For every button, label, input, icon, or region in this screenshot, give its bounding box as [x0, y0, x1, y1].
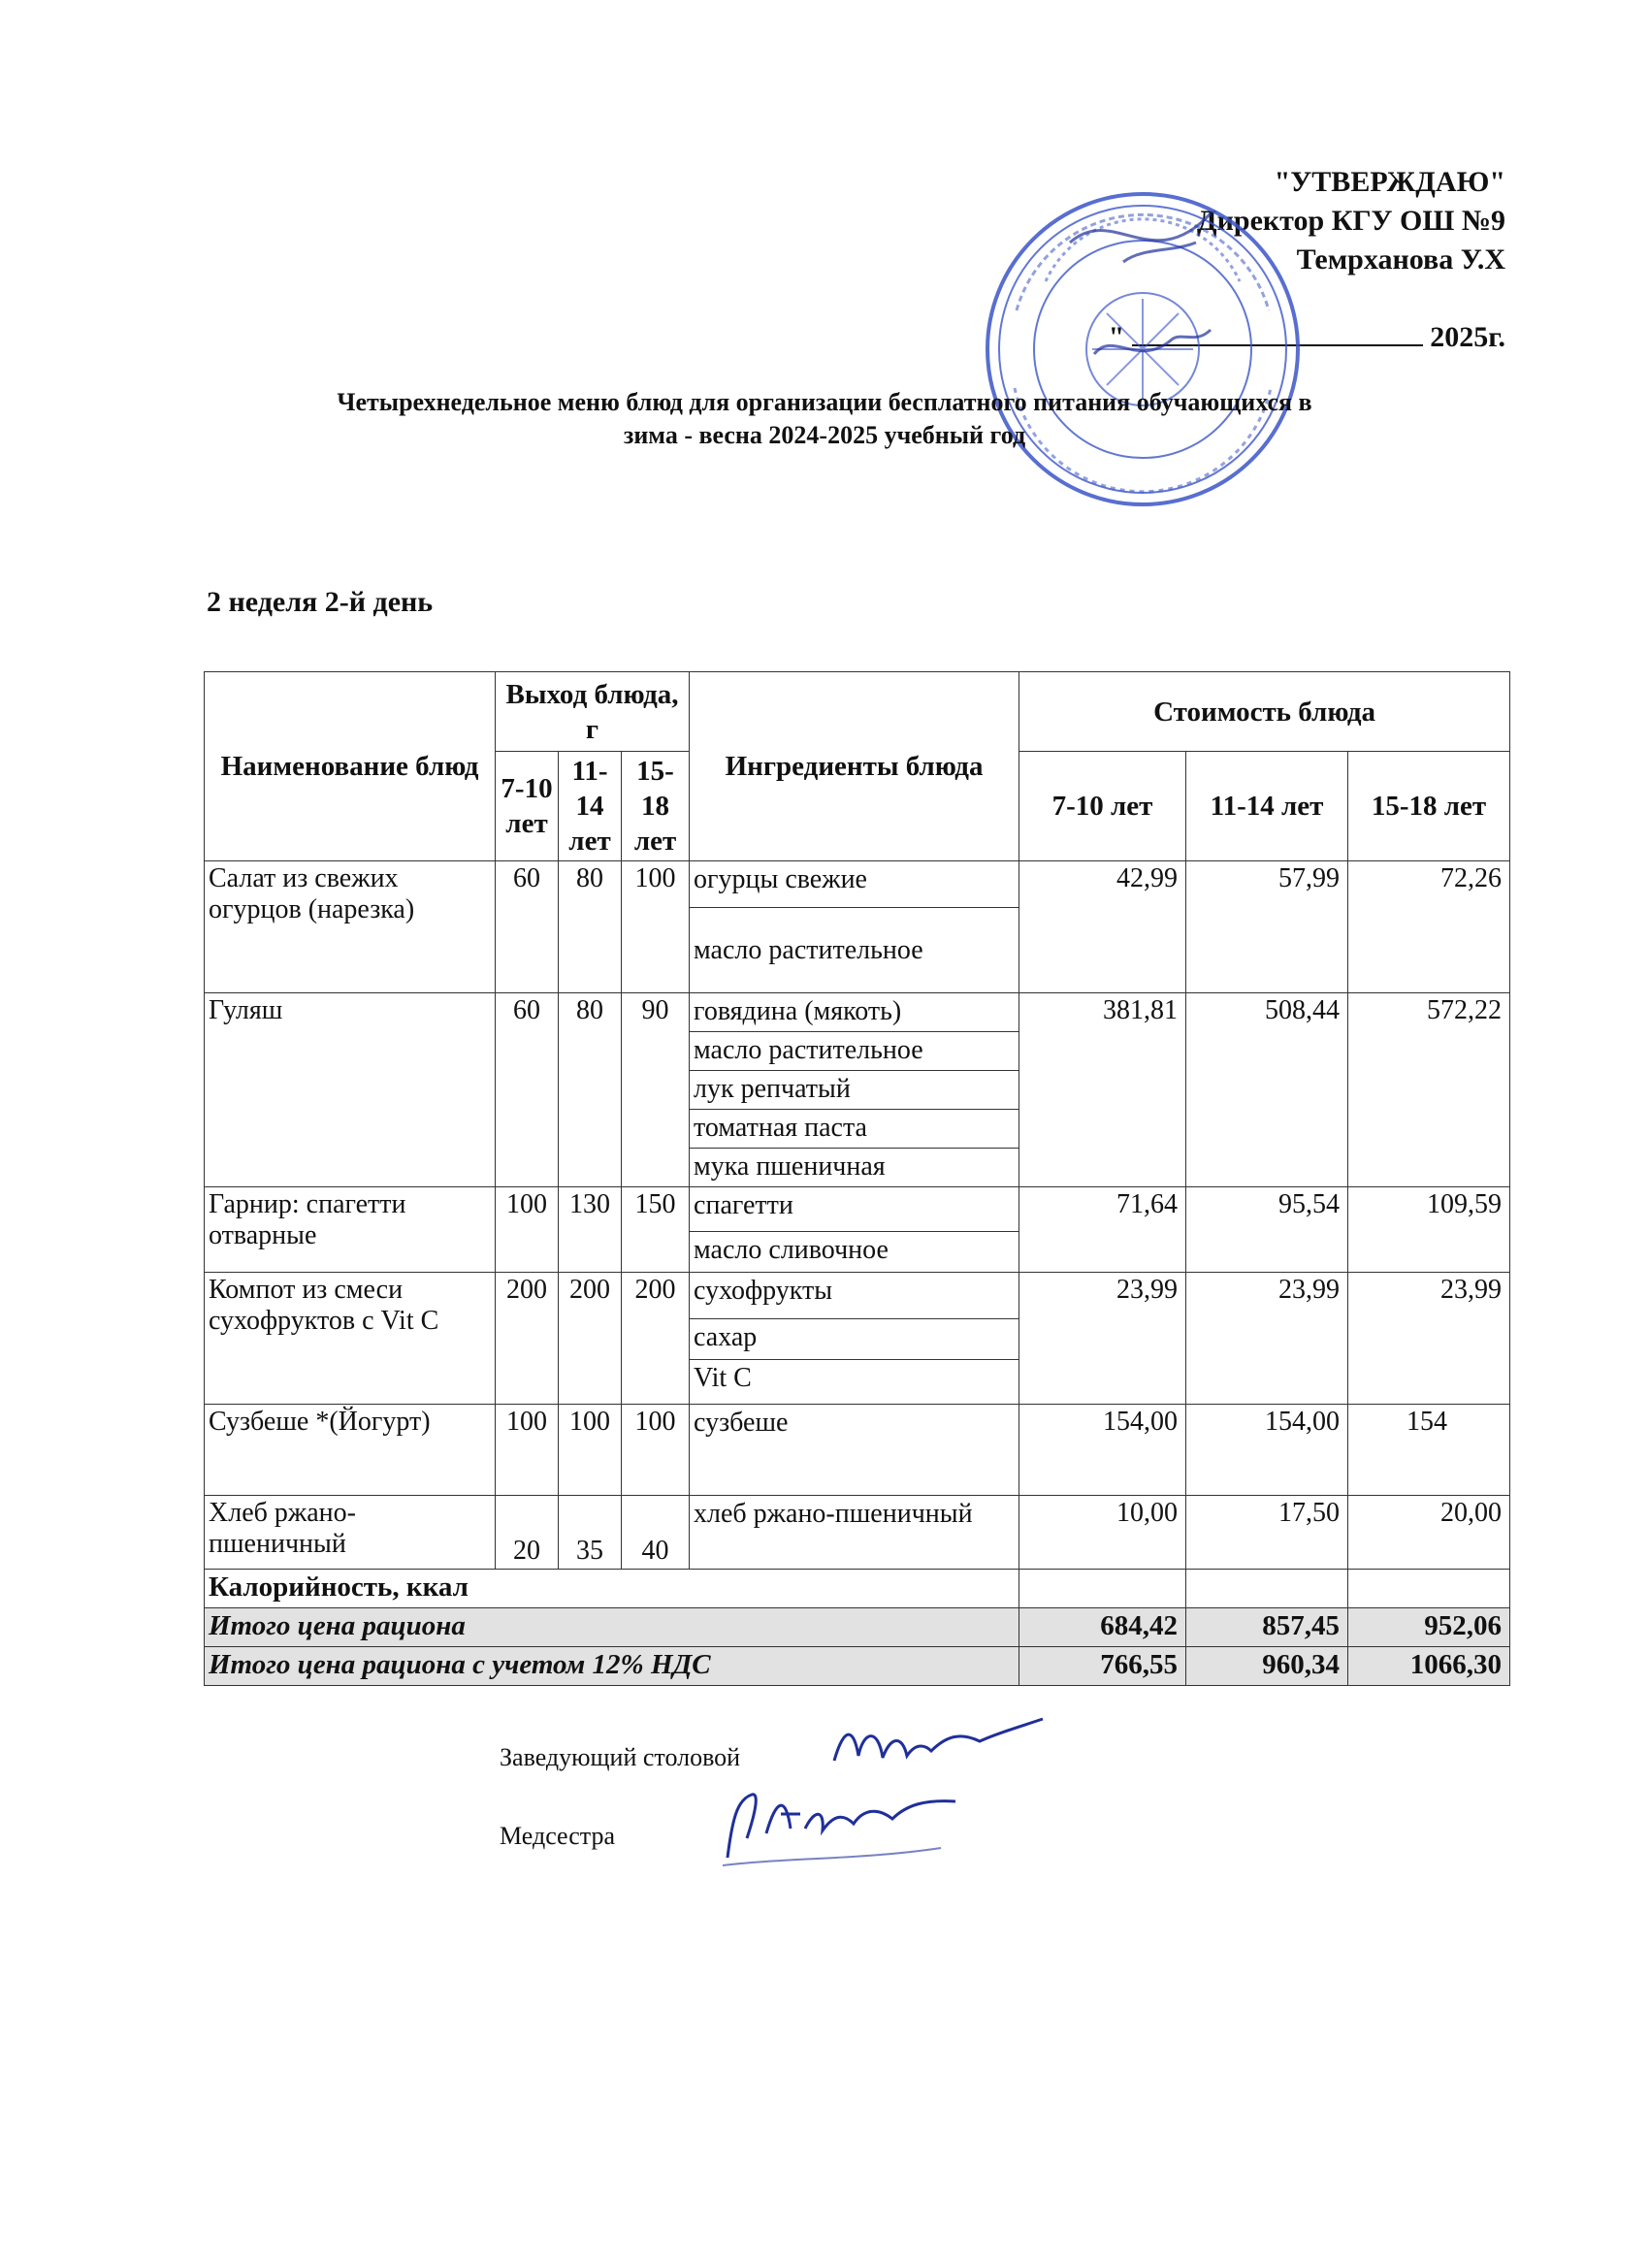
yield-7-10: 100: [496, 1405, 559, 1496]
cost-7-10: 71,64: [1019, 1187, 1186, 1273]
cost-7-10: 154,00: [1019, 1405, 1186, 1496]
header-yield-age-15-18: 15-18 лет: [622, 752, 690, 861]
yield-7-10: 200: [496, 1273, 559, 1405]
header-yield-age-11-14: 11-14 лет: [559, 752, 622, 861]
cost-11-14: 17,50: [1186, 1496, 1348, 1570]
total-row: [205, 1608, 1510, 1647]
cost-11-14: 95,54: [1186, 1187, 1348, 1273]
cost-11-14: 23,99: [1186, 1273, 1348, 1405]
cost-7-10: 42,99: [1019, 861, 1186, 993]
total-vat-15-18: 1066,30: [1348, 1647, 1510, 1686]
ingredient: томатная паста: [690, 1110, 1019, 1149]
yield-15-18: 40: [622, 1496, 690, 1570]
cost-11-14: 154,00: [1186, 1405, 1348, 1496]
ingredient: лук репчатый: [690, 1071, 1019, 1110]
approval-heading: "УТВЕРЖДАЮ": [1274, 166, 1505, 198]
yield-15-18: 100: [622, 861, 690, 993]
calories-7-10: [1019, 1570, 1186, 1608]
total-7-10: 684,42: [1019, 1608, 1186, 1647]
handwritten-signature-icon: [824, 1707, 1048, 1775]
cost-11-14: 508,44: [1186, 993, 1348, 1187]
cost-15-18: 109,59: [1348, 1187, 1510, 1273]
table-row: [205, 1187, 1510, 1232]
calories-label: Калорийность, ккал: [205, 1570, 1019, 1608]
yield-7-10: 60: [496, 861, 559, 993]
yield-11-14: 80: [559, 861, 622, 993]
ingredient: говядина (мякоть): [690, 993, 1019, 1032]
header-dish-name: Наименование блюд: [205, 672, 496, 861]
ingredient: масло сливочное: [690, 1232, 1019, 1273]
yield-11-14: 100: [559, 1405, 622, 1496]
table-row: [205, 993, 1510, 1032]
table-row: [205, 1273, 1510, 1319]
ingredient: огурцы свежие: [690, 861, 1019, 908]
cost-15-18: 72,26: [1348, 861, 1510, 993]
calories-15-18: [1348, 1570, 1510, 1608]
approval-position: Директор КГУ ОШ №9: [1196, 205, 1505, 237]
ingredient: хлеб ржано-пшеничный: [690, 1496, 1019, 1570]
cost-11-14: 57,99: [1186, 861, 1348, 993]
table-row: [205, 861, 1510, 908]
menu-table: [204, 671, 1510, 1686]
total-vat-label: Итого цена рациона с учетом 12% НДС: [205, 1647, 1019, 1686]
header-yield-age-7-10: 7-10 лет: [496, 752, 559, 861]
cost-7-10: 23,99: [1019, 1273, 1186, 1405]
cost-15-18: 20,00: [1348, 1496, 1510, 1570]
ingredient: сахар: [690, 1319, 1019, 1360]
total-vat-row: [205, 1647, 1510, 1686]
header-cost-age-7-10: 7-10 лет: [1019, 752, 1186, 861]
header-ingredients: Ингредиенты блюда: [690, 672, 1019, 861]
ingredient: мука пшеничная: [690, 1149, 1019, 1187]
header-yield: Выход блюда, г: [496, 672, 690, 752]
total-15-18: 952,06: [1348, 1608, 1510, 1647]
approval-date-quote: ": [1108, 321, 1125, 353]
ingredient: Vit C: [690, 1360, 1019, 1405]
document-title-line1: Четырехнедельное меню блюд для организации бесплатного питания обучающихся в: [337, 388, 1312, 416]
total-label: Итого цена рациона: [205, 1608, 1019, 1647]
yield-7-10: 20: [496, 1496, 559, 1570]
nurse-label: Медсестра: [500, 1822, 616, 1850]
dish-name: Салат из свежих огурцов (нарезка): [205, 861, 496, 993]
header-cost: Стоимость блюда: [1019, 672, 1510, 752]
header-cost-age-11-14: 11-14 лет: [1186, 752, 1348, 861]
dish-name: Гарнир: спагетти отварные: [205, 1187, 496, 1273]
document-title-line2: зима - весна 2024-2025 учебный год: [623, 421, 1026, 449]
dish-name: Сузбеше *(Йогурт): [205, 1405, 496, 1496]
ingredient: сухофрукты: [690, 1273, 1019, 1319]
official-stamp-icon: [978, 184, 1308, 514]
cost-15-18: 23,99: [1348, 1273, 1510, 1405]
approval-date-year: 2025г.: [1430, 321, 1505, 353]
yield-15-18: 150: [622, 1187, 690, 1273]
cost-15-18: 572,22: [1348, 993, 1510, 1187]
day-label: 2 неделя 2-й день: [207, 586, 434, 618]
total-11-14: 857,45: [1186, 1608, 1348, 1647]
yield-7-10: 100: [496, 1187, 559, 1273]
handwritten-signature-icon: [708, 1780, 970, 1872]
cost-7-10: 10,00: [1019, 1496, 1186, 1570]
dish-name: Хлеб ржано-пшеничный: [205, 1496, 496, 1570]
ingredient: сузбеше: [690, 1405, 1019, 1496]
dish-name: Гуляш: [205, 993, 496, 1187]
yield-7-10: 60: [496, 993, 559, 1187]
yield-15-18: 200: [622, 1273, 690, 1405]
ingredient: масло растительное: [690, 908, 1019, 993]
document-title: [194, 386, 1455, 452]
yield-15-18: 90: [622, 993, 690, 1187]
yield-15-18: 100: [622, 1405, 690, 1496]
table-row: [205, 1496, 1510, 1570]
ingredient: спагетти: [690, 1187, 1019, 1232]
calories-11-14: [1186, 1570, 1348, 1608]
ingredient: масло растительное: [690, 1032, 1019, 1071]
table-row: [205, 1405, 1510, 1496]
total-vat-7-10: 766,55: [1019, 1647, 1186, 1686]
yield-11-14: 130: [559, 1187, 622, 1273]
calories-row: [205, 1570, 1510, 1608]
cost-7-10: 381,81: [1019, 993, 1186, 1187]
yield-11-14: 35: [559, 1496, 622, 1570]
canteen-head-label: Заведующий столовой: [500, 1743, 741, 1771]
total-vat-11-14: 960,34: [1186, 1647, 1348, 1686]
header-cost-age-15-18: 15-18 лет: [1348, 752, 1510, 861]
cost-15-18: 154: [1348, 1405, 1510, 1496]
yield-11-14: 200: [559, 1273, 622, 1405]
yield-11-14: 80: [559, 993, 622, 1187]
approval-person: Темрханова У.Х: [1296, 243, 1505, 275]
dish-name: Компот из смеси сухофруктов с Vit C: [205, 1273, 496, 1405]
